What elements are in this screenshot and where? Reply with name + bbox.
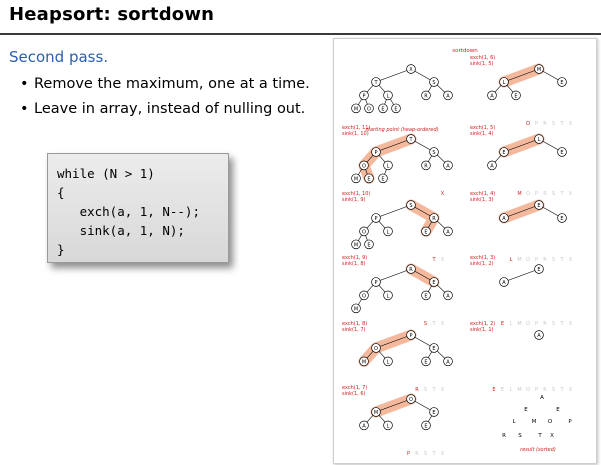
sorted-key: S (423, 387, 428, 393)
tree-node-key: T (374, 79, 378, 86)
step-label: exch(1, 2) (470, 321, 496, 327)
sorted-key: X (568, 121, 573, 127)
sorted-key: T (432, 257, 436, 263)
sorted-key: O (526, 257, 530, 263)
tree-node-key: R (424, 163, 428, 170)
tree-node-key: M (536, 67, 542, 73)
second-pass-heading: Second pass. (9, 48, 109, 66)
tree-node-key: P (374, 279, 378, 286)
code-line: sink(a, 1, N); (57, 223, 185, 238)
bullet-list (20, 72, 310, 122)
tree-node-key: R (432, 215, 436, 222)
bullet-item: • Leave in array, instead of nulling out. (20, 97, 310, 122)
sorted-key: T (432, 321, 436, 327)
tree-node-key: L (386, 229, 390, 236)
result-caption: result (sorted) (520, 447, 556, 453)
step-label: sink(1, 7) (342, 327, 366, 333)
tree-node-key: A (446, 293, 450, 300)
tree-node-key: E (502, 149, 506, 156)
tree-node-key: P (374, 215, 378, 222)
sorted-key: O (526, 321, 530, 327)
step-label: sink(1, 5) (470, 61, 494, 67)
tree-node-key: L (386, 359, 390, 366)
tree-node-key: A (537, 333, 541, 339)
result-key: O (547, 419, 553, 425)
tree-node-key: O (409, 397, 413, 403)
result-key: X (550, 433, 554, 439)
tree-node-key: E (424, 229, 428, 236)
sorted-key: L (509, 321, 513, 327)
sorted-key: R (543, 387, 547, 393)
sorted-key: L (509, 257, 513, 263)
tree-node-key: X (409, 67, 413, 73)
tree-node-key: O (362, 293, 366, 300)
sorted-key: M (517, 321, 522, 327)
tree-node-key: E (537, 203, 541, 209)
tree-node-key: M (353, 242, 359, 249)
sorted-key: P (534, 191, 539, 197)
title-divider (0, 33, 601, 35)
tree-node-key: M (353, 106, 359, 113)
tree-node-key: E (560, 79, 564, 86)
sorted-key: X (440, 257, 445, 263)
sorted-key: S (551, 191, 556, 197)
tree-node-key: M (353, 176, 359, 183)
tree-edge (504, 269, 539, 282)
step-label: exch(1, 4) (470, 191, 496, 197)
sorted-key: P (534, 321, 539, 327)
tree-node-key: A (446, 93, 450, 100)
tree-node-key: E (381, 176, 385, 183)
code-line: { (57, 185, 65, 200)
step-label: exch(1, 11) (342, 125, 371, 131)
sorted-key: X (440, 321, 445, 327)
tree-node-key: A (502, 279, 506, 286)
figure-title: sortdown (452, 48, 478, 54)
step-label: exch(1, 8) (342, 321, 368, 327)
tree-node-key: L (386, 163, 390, 170)
sorted-key: P (534, 387, 539, 393)
sortdown-figure (333, 38, 597, 464)
tree-node-key: P (362, 93, 366, 100)
tree-node-key: L (386, 423, 390, 430)
sorted-key: T (432, 387, 436, 393)
result-key: T (538, 433, 542, 439)
sorted-key: S (423, 451, 428, 457)
step-label: sink(1, 1) (470, 327, 494, 333)
result-key: L (512, 419, 516, 425)
result-key: E (556, 407, 560, 413)
sorted-key: T (560, 121, 564, 127)
sorted-key: M (517, 257, 522, 263)
tree-node-key: P (409, 333, 413, 339)
step-label: sink(1, 4) (470, 131, 494, 137)
tree-node-key: A (490, 93, 494, 100)
start-caption: starting point (heap-ordered) (365, 127, 439, 133)
tree-node-key: M (361, 359, 367, 366)
code-box (47, 153, 229, 263)
result-key: M (531, 419, 537, 425)
sorted-key: T (560, 191, 564, 197)
step-label: sink(1, 9) (342, 197, 366, 203)
sorted-key: X (568, 257, 573, 263)
tree-node-key: R (409, 267, 413, 273)
sorted-key: X (568, 191, 573, 197)
tree-node-key: E (424, 293, 428, 300)
tree-edge (376, 69, 411, 82)
tree-node-key: A (446, 359, 450, 366)
tree-node-key: E (394, 106, 398, 113)
tree-node-key: L (502, 79, 506, 86)
tree-node-key: A (446, 229, 450, 236)
sorted-key: P (534, 257, 539, 263)
tree-node-key: E (537, 267, 541, 273)
step-label: sink(1, 2) (470, 261, 494, 267)
sorted-key: X (440, 451, 445, 457)
tree-edge (376, 205, 411, 218)
sorted-key: R (415, 387, 419, 393)
sorted-key: S (551, 321, 556, 327)
tree-node-key: E (367, 176, 371, 183)
tree-node-key: E (560, 215, 564, 222)
step-label: sink(1, 6) (342, 391, 366, 397)
result-key: P (568, 419, 572, 425)
sorted-key: E (492, 387, 496, 393)
tree-node-key: A (362, 423, 366, 430)
tree-node-key: E (381, 106, 385, 113)
code-listing (57, 164, 200, 259)
tree-node-key: A (446, 163, 450, 170)
sorted-key: P (534, 121, 539, 127)
sorted-key: T (560, 321, 564, 327)
sorted-key: R (415, 451, 419, 457)
step-label: sink(1, 3) (470, 197, 494, 203)
tree-node-key: T (409, 137, 413, 143)
tree-node-key: R (424, 93, 428, 100)
sorted-key: X (568, 387, 573, 393)
sorted-key: O (526, 191, 530, 197)
tree-node-key: E (432, 279, 436, 286)
code-line: } (57, 242, 65, 257)
sorted-key: S (423, 321, 428, 327)
sorted-key: R (543, 321, 547, 327)
tree-node-key: E (367, 242, 371, 249)
sorted-key: X (568, 321, 573, 327)
code-line: exch(a, 1, N--); (57, 204, 200, 219)
sorted-key: M (517, 387, 522, 393)
sorted-key: E (500, 321, 505, 327)
tree-node-key: L (386, 293, 390, 300)
tree-node-key: O (362, 229, 366, 236)
tree-node-key: M (373, 409, 379, 416)
tree-node-key: M (353, 306, 359, 313)
sorted-key: O (526, 121, 530, 127)
sorted-key: S (551, 121, 556, 127)
sorted-key: X (440, 387, 445, 393)
tree-node-key: O (362, 163, 366, 170)
tree-node-key: A (502, 215, 506, 222)
tree-node-key: S (432, 79, 436, 86)
tree-node-key: S (432, 149, 436, 156)
tree-edge (376, 269, 411, 282)
sorted-key: P (406, 451, 411, 457)
tree-node-key: E (514, 93, 518, 100)
slide-title: Heapsort: sortdown (9, 4, 215, 25)
tree-node-key: L (537, 137, 541, 143)
tree-node-key: E (432, 345, 436, 352)
step-label: sink(1, 10) (342, 131, 369, 137)
tree-node-key: E (432, 409, 436, 416)
sorted-key: E (500, 387, 505, 393)
code-line: while (N > 1) (57, 166, 155, 181)
result-key: R (502, 433, 506, 439)
tree-node-key: E (424, 423, 428, 430)
step-label: exch(1, 7) (342, 385, 368, 391)
sorted-key: T (560, 257, 564, 263)
step-label: sink(1, 8) (342, 261, 366, 267)
tree-node-key: S (409, 203, 413, 209)
sorted-key: X (440, 191, 445, 197)
tree-node-key: E (424, 359, 428, 366)
step-label: exch(1, 5) (470, 125, 496, 131)
sorted-key: R (543, 191, 547, 197)
result-key: S (518, 433, 522, 439)
sorted-key: R (543, 121, 547, 127)
sorted-key: S (551, 387, 556, 393)
sorted-key: M (517, 191, 522, 197)
result-key: E (524, 407, 528, 413)
tree-node-key: A (490, 163, 494, 170)
sorted-key: O (526, 387, 530, 393)
sorted-key: T (432, 451, 436, 457)
tree-node-key: E (560, 149, 564, 156)
sortdown-trace-svg (334, 39, 596, 463)
step-label: exch(1, 6) (470, 55, 496, 61)
sorted-key: T (560, 387, 564, 393)
sorted-key: L (509, 387, 513, 393)
title-bar (0, 0, 601, 33)
step-label: exch(1, 3) (470, 255, 496, 261)
sorted-key: R (543, 257, 547, 263)
step-label: exch(1, 10) (342, 191, 371, 197)
sorted-key: S (551, 257, 556, 263)
tree-node-key: O (374, 345, 378, 352)
step-label: exch(1, 9) (342, 255, 368, 261)
tree-node-key: P (374, 149, 378, 156)
result-key: A (540, 395, 544, 401)
bullet-item: • Remove the maximum, one at a time. (20, 72, 310, 97)
tree-node-key: L (386, 93, 390, 100)
tree-node-key: O (367, 106, 371, 113)
